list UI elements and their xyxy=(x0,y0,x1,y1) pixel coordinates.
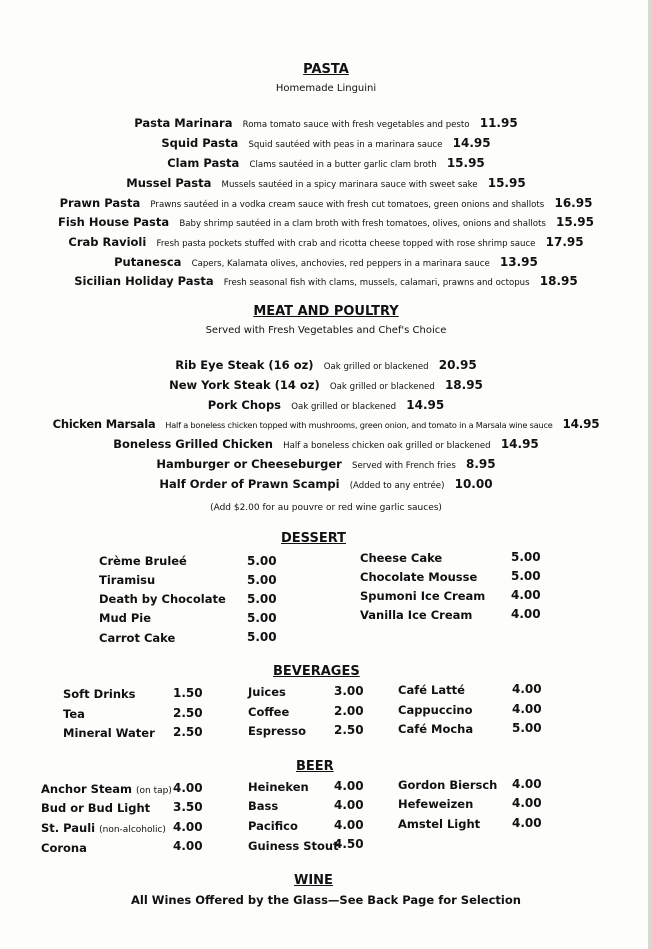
item-price: 18.95 xyxy=(539,274,578,288)
item-desc: (Added to any entrée) xyxy=(349,481,445,491)
meat-heading: MEAT AND POULTRY xyxy=(253,304,399,319)
beer-name: Pacifico xyxy=(248,819,298,833)
beverage-price: 1.50 xyxy=(173,686,203,700)
item-name: New York Steak (14 oz) xyxy=(169,378,320,392)
beverage-name: Coffee xyxy=(248,705,290,719)
item-name: Chicken Marsala xyxy=(52,417,156,431)
item-name: Sicilian Holiday Pasta xyxy=(74,274,214,288)
wine-note: All Wines Offered by the Glass—See Back Page for Selection xyxy=(131,893,521,907)
item-price: 15.95 xyxy=(556,215,595,229)
menu-item xyxy=(0,473,652,492)
item-desc: Fresh pasta pockets stuffed with crab and ricotta cheese topped with rose shrimp sauce xyxy=(156,239,536,249)
beverage-price: 4.00 xyxy=(512,702,542,716)
beverage-name: Tea xyxy=(63,707,85,721)
beverage-price: 2.00 xyxy=(334,704,364,718)
dessert-price: 5.00 xyxy=(247,573,277,587)
beer-name xyxy=(41,782,172,796)
item-name: Mussel Pasta xyxy=(126,176,212,190)
beverages-heading: BEVERAGES xyxy=(273,664,360,679)
sauce-note: (Add $2.00 for au pouvre or red wine garlic sauces) xyxy=(210,503,442,513)
beer-name xyxy=(41,821,166,835)
menu-item xyxy=(0,394,652,413)
menu-item xyxy=(0,132,652,151)
pasta-subheading: Homemade Linguini xyxy=(275,83,377,94)
item-price: 8.95 xyxy=(465,457,496,471)
item-desc: Oak grilled or blackened xyxy=(329,382,435,392)
beer-price: 4.00 xyxy=(173,781,203,795)
beer-price: 4.00 xyxy=(512,777,542,791)
beer-price: 4.00 xyxy=(173,820,203,834)
wine-heading: WINE xyxy=(294,873,333,888)
dessert-price: 5.00 xyxy=(247,592,277,606)
dessert-name: Tiramisu xyxy=(99,573,156,587)
menu-item xyxy=(0,211,652,230)
item-price: 11.95 xyxy=(479,116,518,130)
item-price: 14.95 xyxy=(452,136,491,150)
beer-name: Heineken xyxy=(248,780,309,794)
beer-price: 4.00 xyxy=(334,798,364,812)
item-price: 18.95 xyxy=(444,378,483,392)
beverage-name: Soft Drinks xyxy=(63,687,136,701)
beverage-name: Mineral Water xyxy=(63,726,155,740)
dessert-price: 5.00 xyxy=(247,611,277,625)
item-price: 16.95 xyxy=(554,196,593,210)
item-name: Pasta Marinara xyxy=(134,116,233,130)
beer-name: Corona xyxy=(41,841,87,855)
item-desc: Clams sautéed in a butter garlic clam broth xyxy=(249,160,437,170)
dessert-price: 5.00 xyxy=(511,550,541,564)
menu-item xyxy=(0,152,652,171)
beer-name: Amstel Light xyxy=(398,817,481,831)
menu-item xyxy=(0,251,652,270)
item-desc: Roma tomato sauce with fresh vegetables and pesto xyxy=(242,120,470,130)
menu-item xyxy=(0,374,652,393)
beverage-name: Juices xyxy=(248,685,286,699)
beverage-name: Café Latté xyxy=(398,683,465,697)
item-price: 20.95 xyxy=(438,358,477,372)
item-price: 14.95 xyxy=(500,437,539,451)
menu-item xyxy=(0,172,652,191)
dessert-price: 5.00 xyxy=(247,554,277,568)
beverage-price: 2.50 xyxy=(173,725,203,739)
item-price: 17.95 xyxy=(545,235,584,249)
item-name: Half Order of Prawn Scampi xyxy=(159,477,340,491)
item-name: Crab Ravioli xyxy=(68,235,147,249)
beverage-price: 4.00 xyxy=(512,682,542,696)
beer-price: 4.00 xyxy=(512,796,542,810)
dessert-name: Crème Bruleé xyxy=(99,554,187,568)
item-desc: Half a boneless chicken topped with mushrooms, green onion, and tomato in a Marsala wine sauce xyxy=(165,420,553,430)
dessert-name: Spumoni Ice Cream xyxy=(360,589,486,603)
meat-subheading: Served with Fresh Vegetables and Chef's Choice xyxy=(205,325,447,336)
beverage-name: Café Mocha xyxy=(398,722,474,736)
item-name: Pork Chops xyxy=(207,398,282,412)
item-desc: Prawns sautéed in a vodka cream sauce with fresh cut tomatoes, green onions and shallots xyxy=(150,200,545,210)
item-desc: Capers, Kalamata olives, anchovies, red peppers in a marinara sauce xyxy=(191,259,490,269)
item-desc: Served with French fries xyxy=(351,461,456,471)
item-desc: Oak grilled or blackened xyxy=(291,402,397,412)
beer-price: 3.50 xyxy=(173,800,203,814)
beer-price: 4.00 xyxy=(334,779,364,793)
beer-name: Bass xyxy=(248,799,279,813)
beer-name: Bud or Bud Light xyxy=(41,801,151,815)
menu-item xyxy=(0,270,652,289)
beer-note: (on tap) xyxy=(136,786,172,796)
item-desc: Half a boneless chicken oak grilled or blackened xyxy=(283,441,491,451)
pasta-heading: PASTA xyxy=(303,62,349,77)
dessert-price: 4.00 xyxy=(511,607,541,621)
item-name: Prawn Pasta xyxy=(59,196,141,210)
beverage-name: Cappuccino xyxy=(398,703,473,717)
item-name: Hamburger or Cheeseburger xyxy=(156,457,342,471)
item-name: Putanesca xyxy=(114,255,182,269)
dessert-price: 5.00 xyxy=(511,569,541,583)
beer-price: 4.00 xyxy=(173,839,203,853)
beer-price: 4.50 xyxy=(334,837,364,851)
menu-item xyxy=(0,354,652,373)
beverage-price: 2.50 xyxy=(173,706,203,720)
dessert-name: Mud Pie xyxy=(99,611,152,625)
item-price: 15.95 xyxy=(487,176,526,190)
item-desc: Oak grilled or blackened xyxy=(323,362,429,372)
beer-heading: BEER xyxy=(296,759,334,774)
beer-label: St. Pauli xyxy=(41,821,96,835)
dessert-heading: DESSERT xyxy=(281,531,346,546)
dessert-name: Death by Chocolate xyxy=(99,592,226,606)
menu-item xyxy=(0,413,652,432)
item-name: Rib Eye Steak (16 oz) xyxy=(175,358,314,372)
menu-item xyxy=(0,433,652,452)
dessert-price: 4.00 xyxy=(511,588,541,602)
beer-price: 4.00 xyxy=(512,816,542,830)
dessert-name: Carrot Cake xyxy=(99,631,176,645)
beer-label: Anchor Steam xyxy=(41,782,132,796)
item-name: Boneless Grilled Chicken xyxy=(113,437,273,451)
item-price: 10.00 xyxy=(454,477,493,491)
item-name: Clam Pasta xyxy=(167,156,240,170)
menu-item xyxy=(0,192,652,211)
item-desc: Mussels sautéed in a spicy marinara sauce with sweet sake xyxy=(221,180,478,190)
item-price: 14.95 xyxy=(562,417,600,431)
beer-price: 4.00 xyxy=(334,818,364,832)
beer-name: Hefeweizen xyxy=(398,797,474,811)
item-desc: Squid sautéed with peas in a marinara sauce xyxy=(248,140,443,150)
beverage-price: 2.50 xyxy=(334,723,364,737)
beverage-name: Espresso xyxy=(248,724,306,738)
item-name: Fish House Pasta xyxy=(57,215,170,229)
item-desc: Fresh seasonal fish with clams, mussels, calamari, prawns and octopus xyxy=(223,278,530,288)
menu-item xyxy=(0,231,652,250)
beverage-price: 3.00 xyxy=(334,684,364,698)
beer-note: (non-alcoholic) xyxy=(99,825,166,835)
dessert-name: Cheese Cake xyxy=(360,551,443,565)
beer-name: Gordon Biersch xyxy=(398,778,498,792)
item-price: 13.95 xyxy=(499,255,538,269)
beer-name: Guiness Stout xyxy=(248,839,339,853)
menu-item xyxy=(0,453,652,472)
beverage-price: 5.00 xyxy=(512,721,542,735)
item-price: 14.95 xyxy=(406,398,445,412)
dessert-name: Vanilla Ice Cream xyxy=(360,608,473,622)
dessert-price: 5.00 xyxy=(247,630,277,644)
item-name: Squid Pasta xyxy=(161,136,239,150)
menu-item xyxy=(0,112,652,131)
item-price: 15.95 xyxy=(446,156,485,170)
item-desc: Baby shrimp sautéed in a clam broth with fresh tomatoes, olives, onions and shallots xyxy=(179,219,546,229)
dessert-name: Chocolate Mousse xyxy=(360,570,478,584)
